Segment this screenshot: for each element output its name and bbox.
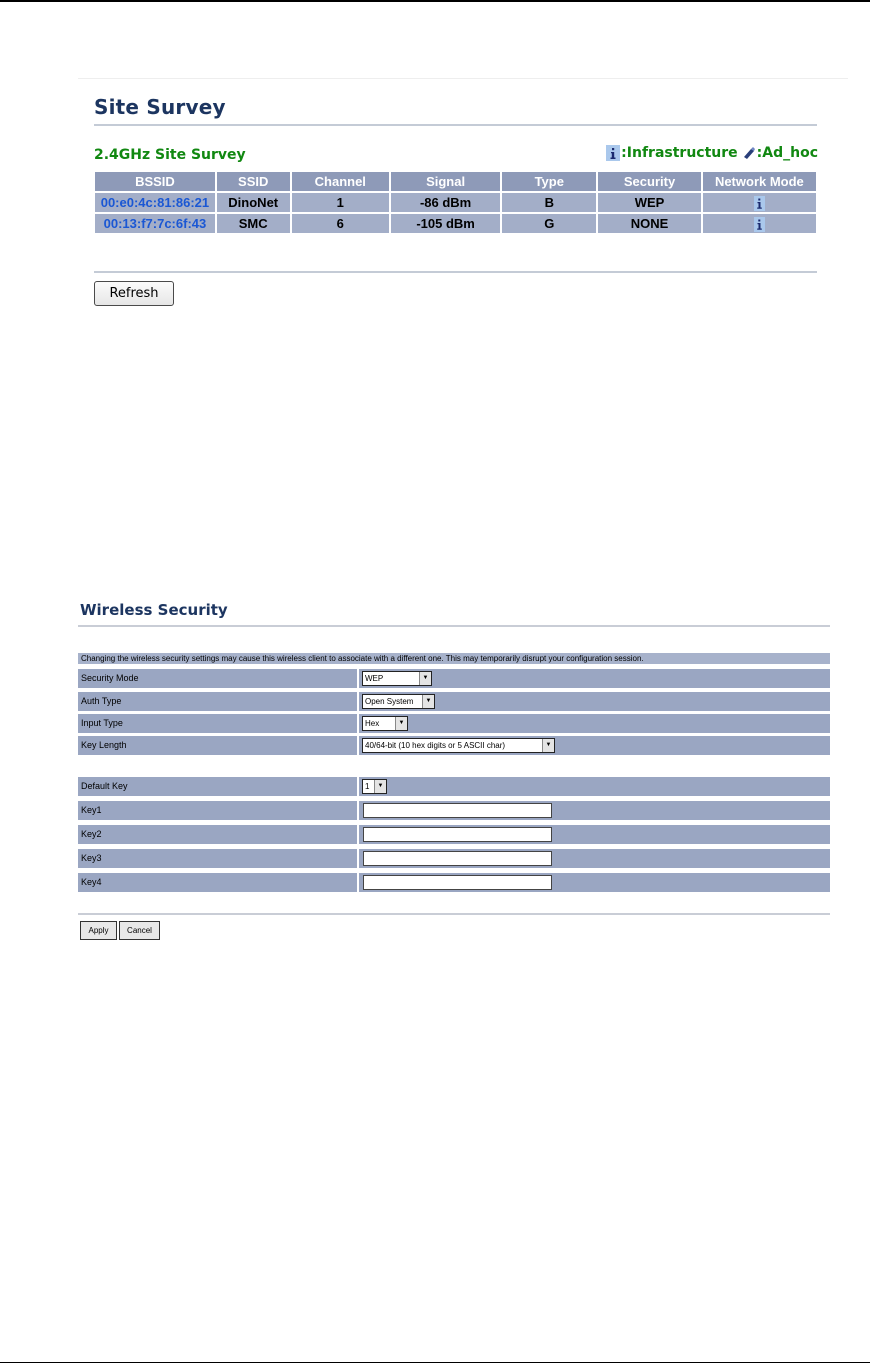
adhoc-icon bbox=[742, 145, 756, 161]
auth-type-select[interactable] bbox=[362, 694, 435, 709]
network-mode-legend bbox=[606, 145, 818, 161]
column-header: Network Mode bbox=[703, 172, 816, 191]
network-mode-cell bbox=[703, 214, 816, 233]
security-mode-value-cell bbox=[359, 669, 830, 688]
site-survey-title: Site Survey bbox=[94, 95, 226, 119]
key3-row bbox=[78, 849, 830, 868]
bssid-link[interactable]: 00:e0:4c:81:86:21 bbox=[95, 193, 215, 212]
security-warning-note: Changing the wireless security settings may cause this wireless client to associate with a different one. This may temporarily disrupt your configuration session. bbox=[78, 653, 830, 664]
auth-type-row bbox=[78, 692, 830, 711]
wireless-security-title: Wireless Security bbox=[80, 601, 228, 619]
type-cell: B bbox=[502, 193, 596, 212]
refresh-button[interactable]: Refresh bbox=[94, 281, 174, 306]
key4-label: Key4 bbox=[78, 873, 357, 892]
column-header: Signal bbox=[391, 172, 500, 191]
key1-label: Key1 bbox=[78, 801, 357, 820]
legend-infrastructure-label: :Infrastructure bbox=[621, 145, 738, 161]
chevron-down-icon: ▼ bbox=[374, 780, 386, 793]
key1-value-cell bbox=[359, 801, 830, 820]
key1-row bbox=[78, 801, 830, 820]
key4-input[interactable] bbox=[363, 875, 552, 890]
column-header: Security bbox=[598, 172, 700, 191]
column-header: BSSID bbox=[95, 172, 215, 191]
site-survey-subtitle: 2.4GHz Site Survey bbox=[94, 147, 246, 163]
input-type-selected: Hex bbox=[365, 719, 380, 728]
key-length-selected: 40/64-bit (10 hex digits or 5 ASCII char) bbox=[365, 741, 506, 750]
info-icon bbox=[754, 196, 765, 211]
key-length-row bbox=[78, 736, 830, 755]
title-divider bbox=[78, 625, 830, 627]
security-mode-select[interactable] bbox=[362, 671, 432, 686]
key2-input[interactable] bbox=[363, 827, 552, 842]
key4-row bbox=[78, 873, 830, 892]
legend-adhoc-label: :Ad_hoc bbox=[756, 145, 818, 161]
column-header: Type bbox=[502, 172, 596, 191]
wireless-security-panel bbox=[78, 596, 832, 942]
key1-input[interactable] bbox=[363, 803, 552, 818]
security-cell: WEP bbox=[598, 193, 700, 212]
input-type-select[interactable] bbox=[362, 716, 408, 731]
security-mode-label: Security Mode bbox=[78, 669, 357, 688]
page-bottom-rule bbox=[0, 1362, 870, 1363]
title-divider bbox=[94, 124, 817, 126]
key-length-label: Key Length bbox=[78, 736, 357, 755]
network-mode-cell bbox=[703, 193, 816, 212]
table-row bbox=[95, 193, 816, 212]
chevron-down-icon: ▼ bbox=[422, 695, 434, 708]
chevron-down-icon: ▼ bbox=[419, 672, 431, 685]
key-length-value-cell bbox=[359, 736, 830, 755]
key3-value-cell bbox=[359, 849, 830, 868]
chevron-down-icon: ▼ bbox=[395, 717, 407, 730]
key2-value-cell bbox=[359, 825, 830, 844]
auth-type-label: Auth Type bbox=[78, 692, 357, 711]
default-key-value-cell bbox=[359, 777, 830, 796]
auth-type-value-cell bbox=[359, 692, 830, 711]
signal-cell: -105 dBm bbox=[391, 214, 500, 233]
input-type-label: Input Type bbox=[78, 714, 357, 733]
signal-cell: -86 dBm bbox=[391, 193, 500, 212]
chevron-down-icon: ▼ bbox=[542, 739, 554, 752]
security-mode-selected: WEP bbox=[365, 674, 384, 683]
channel-cell: 6 bbox=[292, 214, 389, 233]
input-type-row bbox=[78, 714, 830, 733]
table-header-row bbox=[95, 172, 816, 191]
apply-button[interactable]: Apply bbox=[80, 921, 117, 940]
ssid-cell: SMC bbox=[217, 214, 290, 233]
bssid-link[interactable]: 00:13:f7:7c:6f:43 bbox=[95, 214, 215, 233]
table-row bbox=[95, 214, 816, 233]
site-survey-panel bbox=[78, 78, 848, 318]
input-type-value-cell bbox=[359, 714, 830, 733]
cancel-button[interactable]: Cancel bbox=[119, 921, 160, 940]
channel-cell: 1 bbox=[292, 193, 389, 212]
key3-label: Key3 bbox=[78, 849, 357, 868]
type-cell: G bbox=[502, 214, 596, 233]
key2-label: Key2 bbox=[78, 825, 357, 844]
default-key-select[interactable] bbox=[362, 779, 387, 794]
bottom-divider bbox=[78, 913, 830, 915]
key-length-select[interactable] bbox=[362, 738, 555, 753]
infrastructure-icon bbox=[606, 145, 620, 161]
security-cell: NONE bbox=[598, 214, 700, 233]
bottom-divider bbox=[94, 271, 817, 273]
key2-row bbox=[78, 825, 830, 844]
page-top-rule bbox=[0, 0, 870, 2]
info-icon bbox=[754, 217, 765, 232]
key3-input[interactable] bbox=[363, 851, 552, 866]
key4-value-cell bbox=[359, 873, 830, 892]
default-key-label: Default Key bbox=[78, 777, 357, 796]
column-header: SSID bbox=[217, 172, 290, 191]
site-survey-table bbox=[93, 170, 818, 235]
panel-top-border bbox=[78, 78, 848, 79]
default-key-selected: 1 bbox=[365, 782, 370, 791]
security-mode-row bbox=[78, 669, 830, 688]
default-key-row bbox=[78, 777, 830, 796]
column-header: Channel bbox=[292, 172, 389, 191]
ssid-cell: DinoNet bbox=[217, 193, 290, 212]
auth-type-selected: Open System bbox=[365, 697, 414, 706]
